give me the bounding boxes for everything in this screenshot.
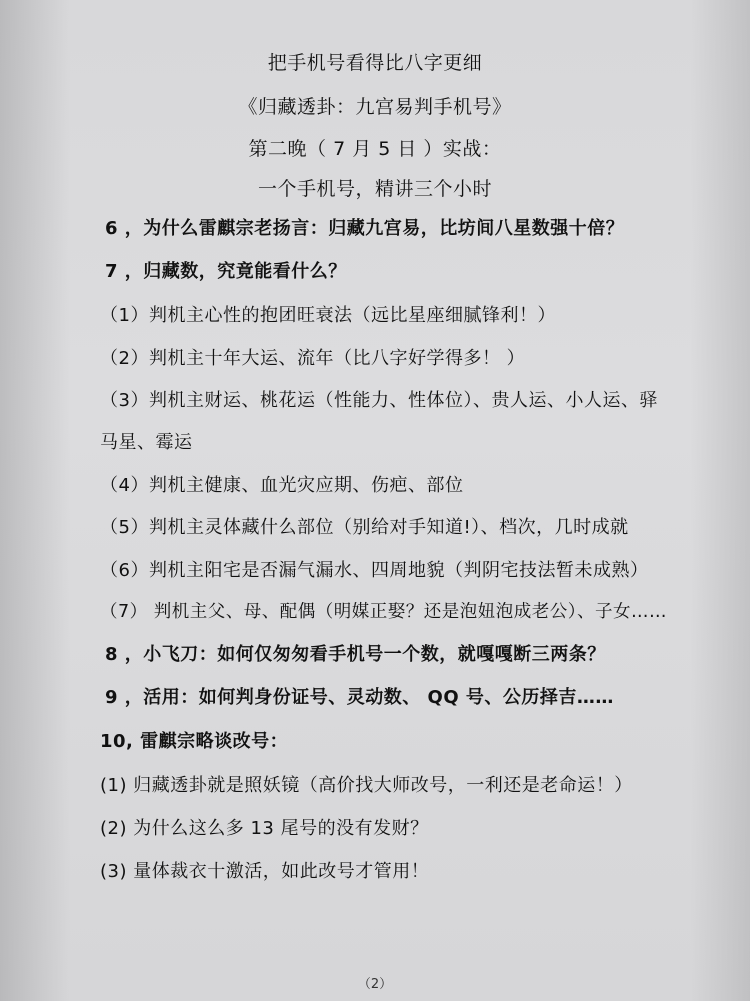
list-item: （4）判机主健康、血光灾应期、伤疤、部位	[100, 475, 464, 496]
section-7-heading: 7 ，归藏数，究竟能看什么？	[105, 261, 347, 282]
document-title: 把手机号看得比八字更细	[267, 52, 483, 74]
list-item: （1）判机主心性的抱团旺衰法（远比星座细腻锋利！）	[100, 305, 556, 326]
section-6-heading: 6 ，为什么雷麒宗老扬言：归藏九宫易，比坊间八星数强十倍？	[105, 218, 625, 239]
section-8-heading: 8 ，小飞刀：如何仅匆匆看手机号一个数，就嘎嘎断三两条？	[105, 644, 606, 665]
list-item: (3) 量体裁衣十激活，如此改号才管用！	[100, 861, 430, 882]
list-item: (1) 归藏透卦就是照妖镜（高价找大师改号，一利还是老命运！）	[100, 775, 633, 796]
document-subtitle: 《归藏透卦：九宫易判手机号》	[238, 96, 512, 118]
list-item-continuation: 马星、霉运	[100, 432, 193, 453]
list-item: （7） 判机主父、母、配偶（明媒正娶？还是泡妞泡成老公）、子女……	[100, 602, 667, 622]
page-number: （2）	[357, 977, 393, 992]
section-9-heading: 9 ，活用：如何判身份证号、灵动数、 QQ 号、公历择吉……	[105, 687, 614, 708]
list-item: （2）判机主十年大运、流年（比八字好学得多！ ）	[100, 348, 526, 369]
list-item: （5）判机主灵体藏什么部位（别给对手知道!）、档次，几时成就	[100, 517, 629, 538]
session-heading: 第二晚（ 7 月 5 日 ）实战：	[248, 138, 502, 160]
list-item: (2) 为什么这么多 13 尾号的没有发财？	[100, 818, 429, 839]
section-10-heading: 10, 雷麒宗略谈改号：	[100, 731, 289, 752]
list-item: （6）判机主阳宅是否漏气漏水、四周地貌（判阴宅技法暂未成熟）	[100, 560, 649, 581]
session-tagline: 一个手机号，精讲三个小时	[257, 178, 492, 200]
list-item: （3）判机主财运、桃花运（性能力、性体位）、贵人运、小人运、驿	[100, 390, 658, 411]
